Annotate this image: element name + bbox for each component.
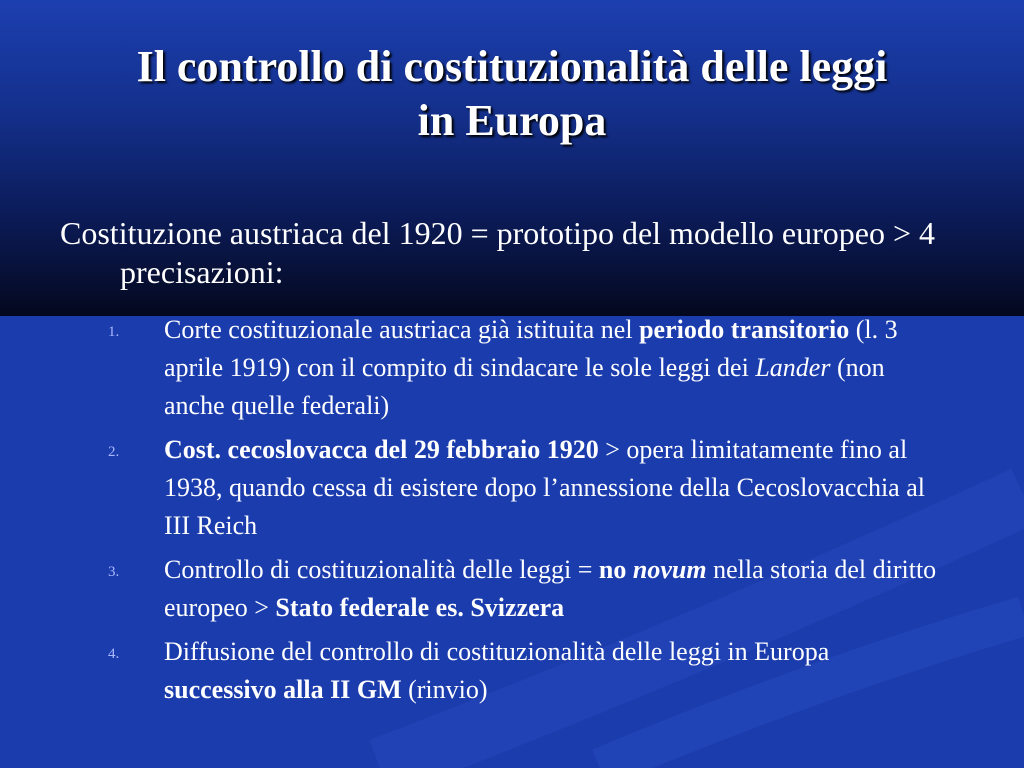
- slide-title-line-1: Il controllo di costituzionalità delle leggi: [136, 42, 888, 91]
- list-number: 4.: [108, 646, 120, 662]
- item-text: nella storia del diritto europeo >: [164, 555, 937, 622]
- item-text: Corte costituzionale austriaca già istituita nel: [164, 315, 640, 344]
- list-item: [108, 551, 948, 627]
- item-text: (rinvio): [401, 675, 488, 704]
- list-item: [108, 311, 948, 425]
- item-bold-italic-text: novum: [632, 555, 707, 584]
- item-text: Controllo di costituzionalità delle leggi =: [164, 555, 599, 584]
- slide-title: [0, 40, 1024, 148]
- slide-title-line-2: in Europa: [417, 96, 607, 145]
- item-text: (non anche quelle federali): [164, 353, 885, 420]
- item-text: > opera limitatamente fino al 1938, quando cessa di esistere dopo l’annessione della Cecoslovacchia al III Reich: [164, 435, 925, 540]
- numbered-list: [108, 311, 948, 715]
- item-bold-text: periodo transitorio: [639, 315, 850, 344]
- intro-paragraph: Costituzione austriaca del 1920 = prototipo del modello europeo > 4 precisazioni:: [60, 215, 936, 290]
- list-number: 2.: [108, 444, 120, 460]
- list-number: 1.: [108, 324, 120, 340]
- item-text: Diffusione del controllo di costituzionalità delle leggi in Europa: [164, 637, 830, 666]
- list-item: [108, 431, 948, 545]
- list-item: [108, 633, 948, 709]
- item-bold-text: successivo alla II GM: [164, 675, 402, 704]
- item-italic-text: Lander: [755, 353, 831, 382]
- list-number: 3.: [108, 564, 120, 580]
- item-bold-text: Stato federale es. Svizzera: [275, 593, 565, 622]
- item-bold-text: no: [598, 555, 633, 584]
- item-text: (l. 3 aprile 1919) con il compito di sindacare le sole leggi dei: [164, 315, 898, 382]
- item-bold-text: Cost. cecoslovacca del 29 febbraio 1920: [164, 435, 599, 464]
